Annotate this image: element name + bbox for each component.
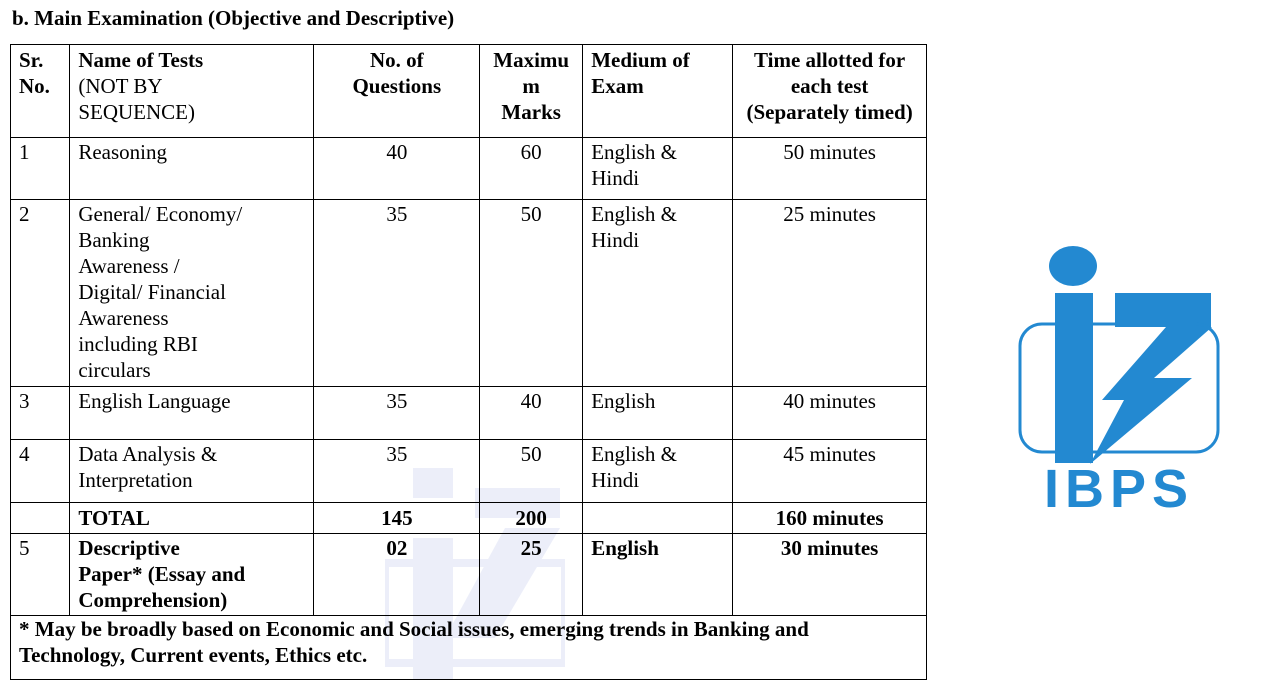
cell-questions: 35	[314, 387, 480, 440]
cell-test-name: Descriptive Paper* (Essay and Comprehension)	[70, 534, 314, 616]
footnote: * May be broadly based on Economic and Social issues, emerging trends in Banking and Technology, Current events, Ethics etc.	[11, 616, 927, 680]
cell-marks: 25	[480, 534, 583, 616]
cell-marks: 50	[480, 200, 583, 387]
table-row	[11, 387, 927, 440]
cell-questions: 35	[314, 200, 480, 387]
cell-medium: English & Hindi	[583, 138, 733, 200]
cell-time: 40 minutes	[733, 387, 927, 440]
cell-time: 50 minutes	[733, 138, 927, 200]
cell-medium: English & Hindi	[583, 200, 733, 387]
section-heading: b. Main Examination (Objective and Descriptive)	[12, 6, 455, 30]
cell-test-name: Data Analysis & Interpretation	[70, 440, 314, 503]
cell-time: 30 minutes	[733, 534, 927, 616]
cell-sr: 3	[11, 387, 70, 440]
cell-medium	[583, 503, 733, 534]
cell-test-name: English Language	[70, 387, 314, 440]
cell-total-marks: 200	[480, 503, 583, 534]
header-no-of-questions: No. of Questions	[314, 45, 480, 138]
cell-total-time: 160 minutes	[733, 503, 927, 534]
header-time-allotted: Time allotted for each test (Separately timed)	[733, 45, 927, 138]
header-name-of-tests: Name of Tests (NOT BY SEQUENCE)	[70, 45, 314, 138]
exam-pattern-table	[10, 44, 927, 680]
cell-sr: 5	[11, 534, 70, 616]
cell-questions: 35	[314, 440, 480, 503]
cell-marks: 40	[480, 387, 583, 440]
ibps-logo-text: IBPS	[1043, 459, 1195, 519]
cell-test-name: General/ Economy/ Banking Awareness / Digital/ Financial Awareness including RBI circulars	[70, 200, 314, 387]
cell-medium: English	[583, 534, 733, 616]
table-header-row	[11, 45, 927, 138]
cell-sr: 2	[11, 200, 70, 387]
cell-total-questions: 145	[314, 503, 480, 534]
table-row	[11, 440, 927, 503]
cell-marks: 50	[480, 440, 583, 503]
table-row	[11, 200, 927, 387]
cell-sr	[11, 503, 70, 534]
cell-medium: English & Hindi	[583, 440, 733, 503]
table-row	[11, 138, 927, 200]
total-row	[11, 503, 927, 534]
header-sr-no: Sr. No.	[11, 45, 70, 138]
cell-test-name: Reasoning	[70, 138, 314, 200]
cell-total-label: TOTAL	[70, 503, 314, 534]
cell-sr: 4	[11, 440, 70, 503]
table-row	[11, 534, 927, 616]
cell-medium: English	[583, 387, 733, 440]
footnote-row	[11, 616, 927, 680]
cell-questions: 02	[314, 534, 480, 616]
cell-sr: 1	[11, 138, 70, 200]
header-medium-of-exam: Medium of Exam	[583, 45, 733, 138]
header-maximum-marks: Maximu m Marks	[480, 45, 583, 138]
cell-time: 45 minutes	[733, 440, 927, 503]
cell-questions: 40	[314, 138, 480, 200]
cell-time: 25 minutes	[733, 200, 927, 387]
cell-marks: 60	[480, 138, 583, 200]
